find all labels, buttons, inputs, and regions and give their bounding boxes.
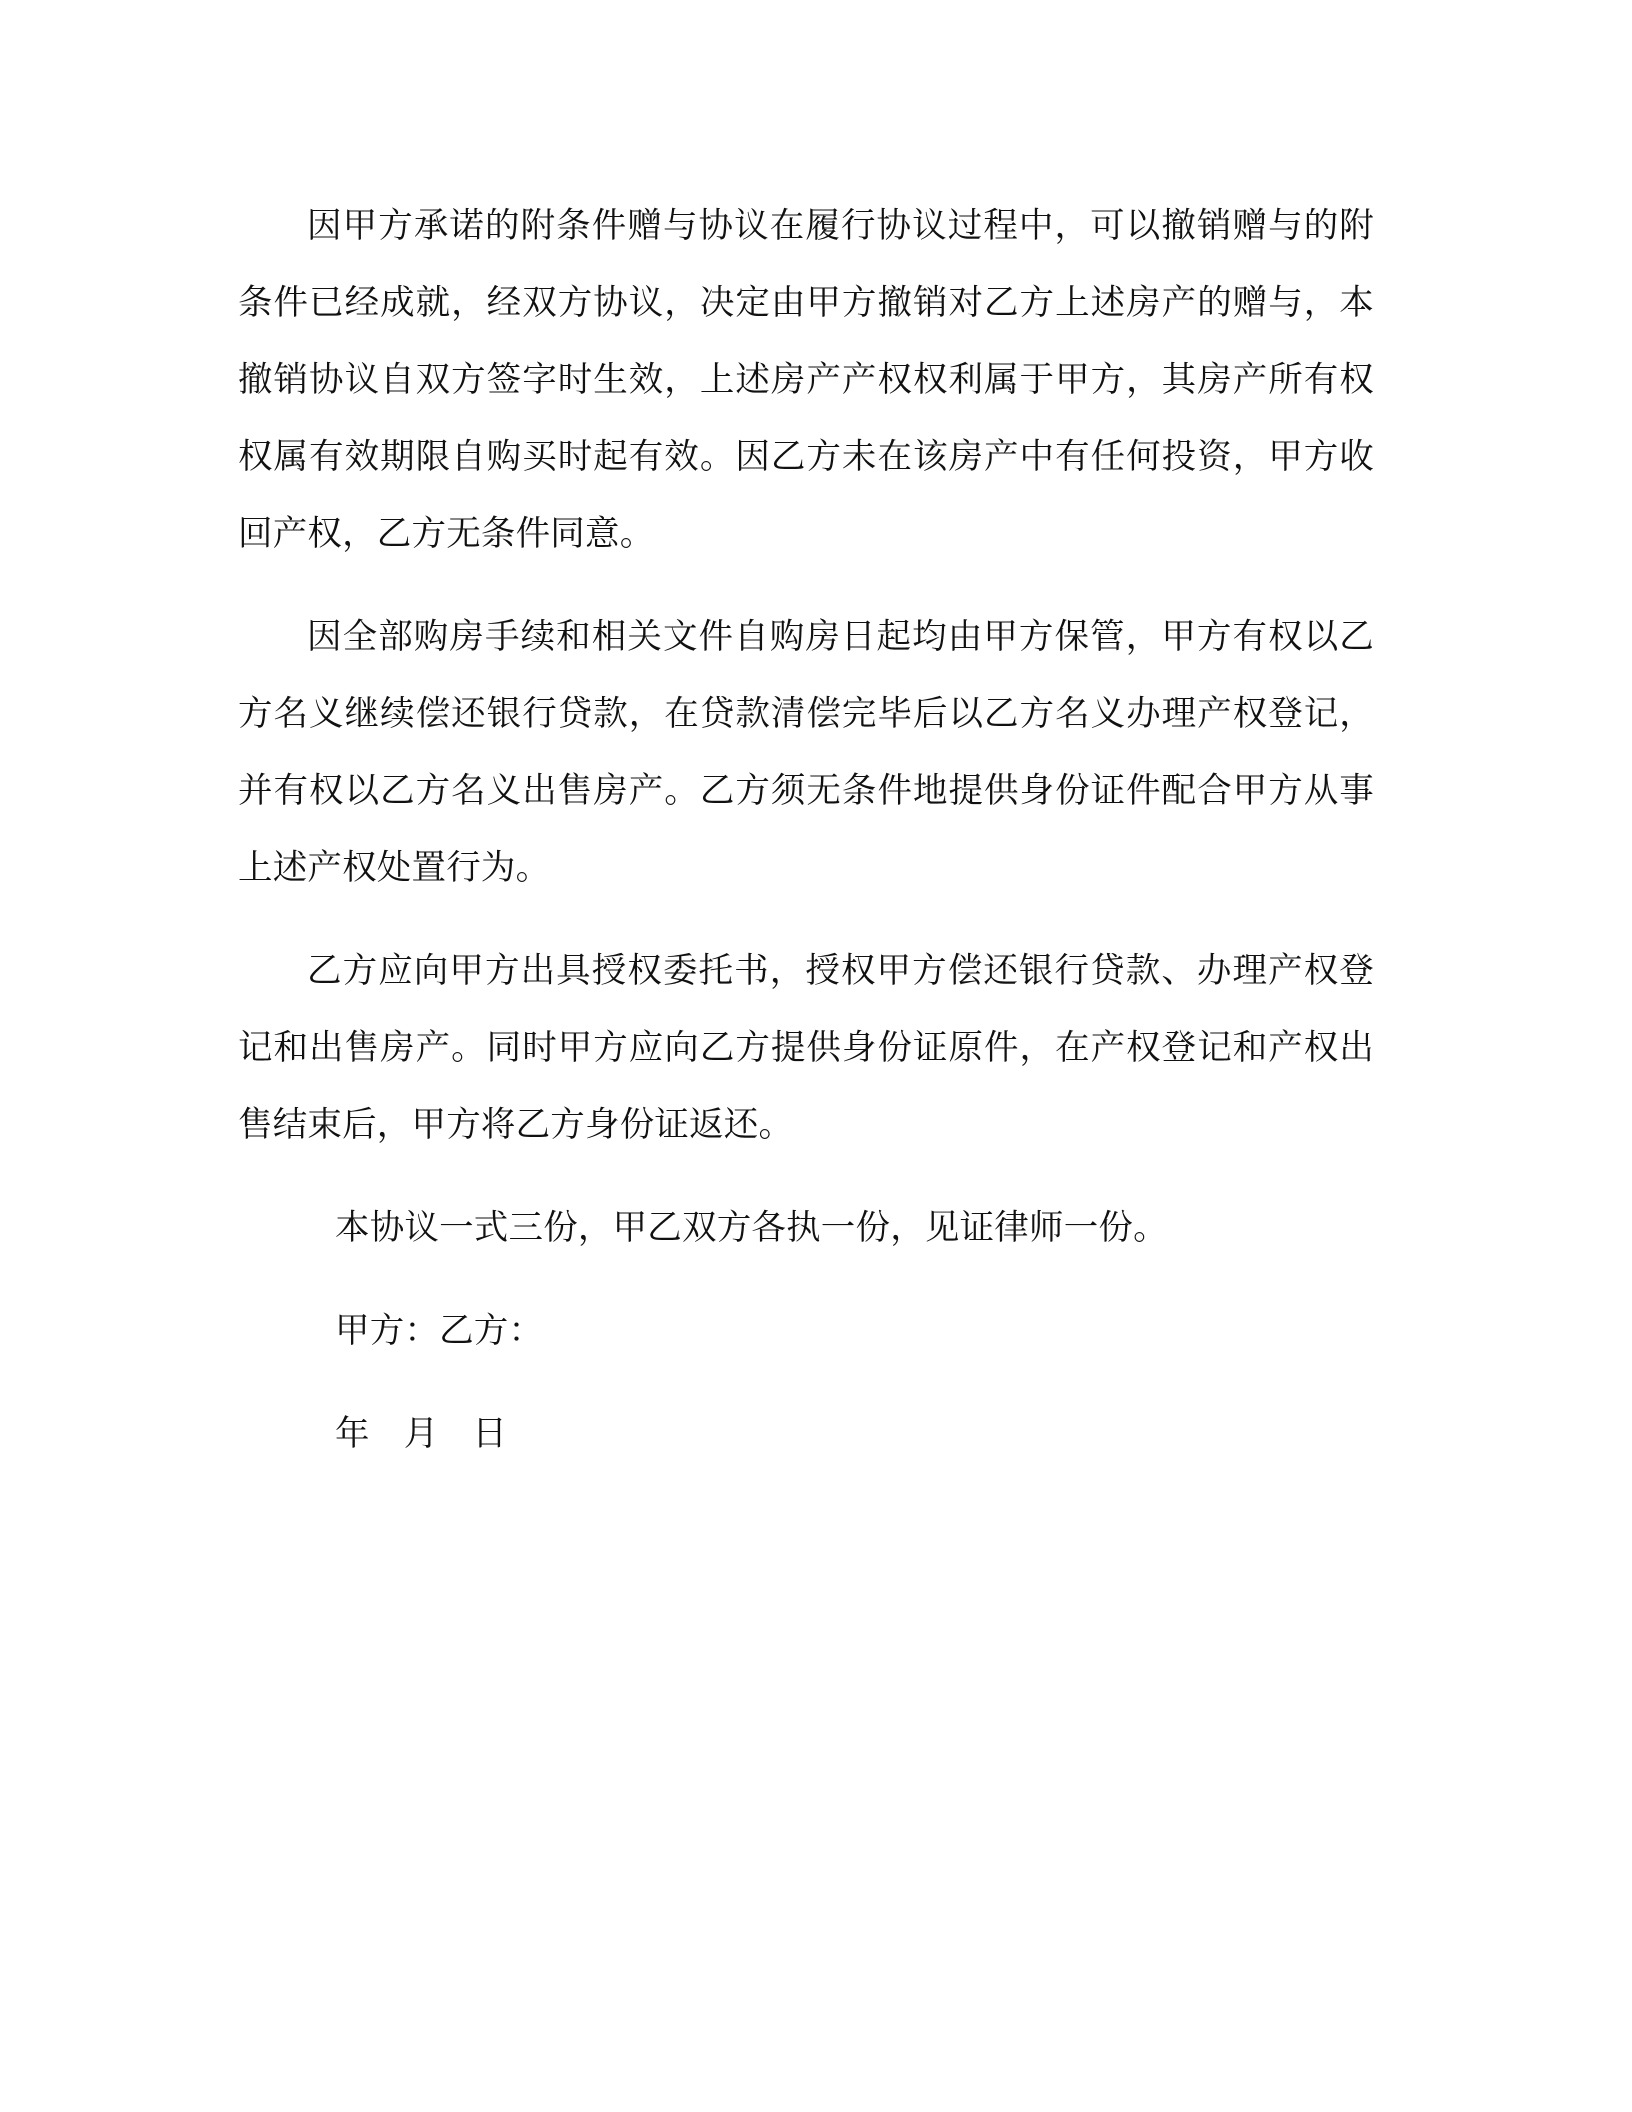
date-day-label: 日 bbox=[472, 1414, 508, 1454]
paragraph-authorization: 乙方应向甲方出具授权委托书，授权甲方偿还银行贷款、办理产权登记和出售房产。同时甲方应向乙方提供身份证原件，在产权登记和产权出售结束后，甲方将乙方身份证返还。 bbox=[238, 951, 1374, 1145]
signature-line bbox=[238, 1293, 1374, 1370]
paragraph-purchase-documents: 因全部购房手续和相关文件自购房日起均由甲方保管，甲方有权以乙方名义继续偿还银行贷款，在贷款清偿完毕后以乙方名义办理产权登记，并有权以乙方名义出售房产。乙方须无条件地提供身份证件配合甲方从事上述产权处置行为。 bbox=[238, 617, 1374, 888]
party-b-label: 乙方： bbox=[439, 1311, 544, 1351]
date-year-label: 年 bbox=[335, 1414, 370, 1454]
date-line bbox=[238, 1396, 1374, 1473]
paragraph-copies: 本协议一式三份，甲乙双方各执一份，见证律师一份。 bbox=[335, 1208, 1168, 1248]
paragraph-revocation: 因甲方承诺的附条件赠与协议在履行协议过程中，可以撤销赠与的附条件已经成就，经双方协议，决定由甲方撤销对乙方上述房产的赠与，本撤销协议自双方签字时生效，上述房产产权权利属于甲方，其房产所有权权属有效期限自购买时起有效。因乙方未在该房产中有任何投资，甲方收回产权，乙方无条件同意。 bbox=[238, 206, 1374, 554]
date-month-label: 月 bbox=[403, 1414, 439, 1454]
party-a-label: 甲方： bbox=[335, 1311, 440, 1351]
document-body bbox=[238, 188, 1374, 1473]
